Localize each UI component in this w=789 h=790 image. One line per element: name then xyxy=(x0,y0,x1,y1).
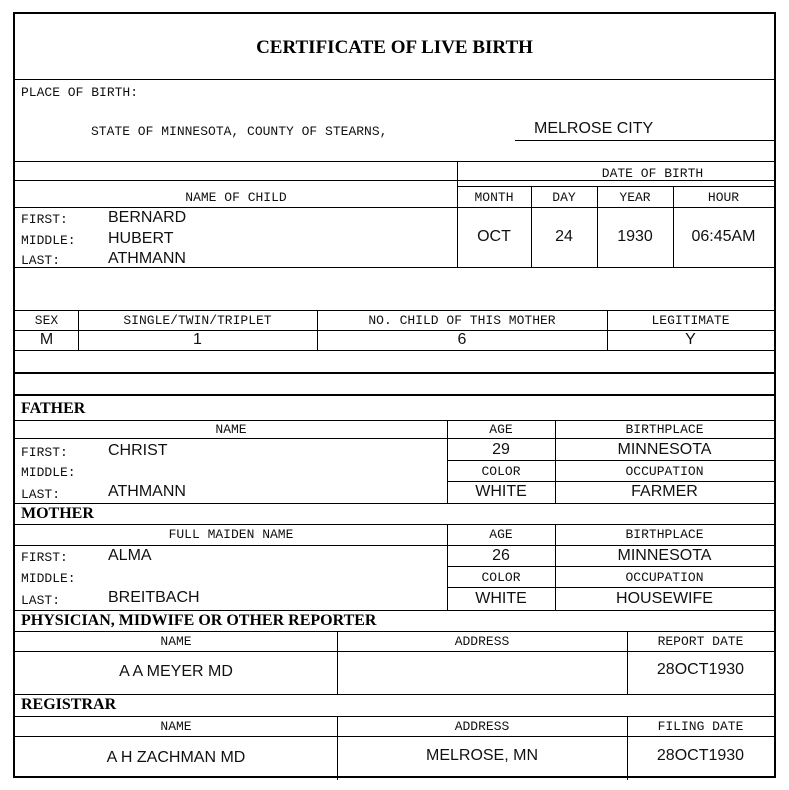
name-of-child-header: NAME OF CHILD xyxy=(185,190,287,205)
filing-date-header: FILING DATE xyxy=(657,719,744,734)
state-county: STATE OF MINNESOTA, COUNTY OF STEARNS, xyxy=(91,124,388,139)
rule xyxy=(15,716,774,717)
birth-city: MELROSE CITY xyxy=(534,120,654,137)
physician-name: A A MEYER MD xyxy=(119,663,233,680)
place-of-birth-label: PLACE OF BIRTH: xyxy=(21,85,139,100)
mother-age: 26 xyxy=(492,547,510,564)
day-header: DAY xyxy=(552,190,576,205)
rule xyxy=(447,460,774,461)
birth-year: 1930 xyxy=(617,228,653,245)
child-number-value: 6 xyxy=(457,331,467,348)
father-name-header: NAME xyxy=(215,422,247,437)
registrar-section-title: REGISTRAR xyxy=(21,696,117,713)
rule xyxy=(15,631,774,632)
report-date: 28OCT1930 xyxy=(656,661,745,678)
birth-day: 24 xyxy=(555,228,573,245)
registrar-address-header: ADDRESS xyxy=(454,719,510,734)
father-last-label: LAST: xyxy=(21,487,61,502)
physician-name-header: NAME xyxy=(160,634,192,649)
certificate-title: CERTIFICATE OF LIVE BIRTH xyxy=(256,37,533,58)
father-occupation: FARMER xyxy=(631,483,698,500)
sex-header: SEX xyxy=(34,313,59,328)
rule xyxy=(15,420,774,421)
rule xyxy=(15,545,774,546)
mother-color: WHITE xyxy=(475,590,527,607)
mother-birthplace-header: BIRTHPLACE xyxy=(625,527,704,542)
father-age: 29 xyxy=(492,441,510,458)
child-first-name: BERNARD xyxy=(108,209,187,226)
rule xyxy=(447,566,774,567)
rule xyxy=(447,587,774,588)
plurality-header: SINGLE/TWIN/TRIPLET xyxy=(123,313,272,328)
date-of-birth-header: DATE OF BIRTH xyxy=(601,166,704,181)
rule xyxy=(457,186,774,187)
child-middle-name: HUBERT xyxy=(108,230,174,247)
rule xyxy=(15,350,774,351)
rule xyxy=(15,438,774,439)
rule xyxy=(457,161,458,267)
father-color-header: COLOR xyxy=(481,464,521,479)
rule xyxy=(15,610,774,611)
rule xyxy=(15,524,774,525)
rule xyxy=(15,310,774,311)
birth-certificate xyxy=(13,12,776,778)
mother-first-label: FIRST: xyxy=(21,550,68,565)
rule xyxy=(15,503,774,504)
father-middle-label: MIDDLE: xyxy=(21,465,76,480)
hour-header: HOUR xyxy=(707,190,740,205)
registrar-address: MELROSE, MN xyxy=(425,747,538,764)
city-underline xyxy=(515,140,774,141)
child-last-name: ATHMANN xyxy=(108,250,186,267)
rule xyxy=(15,372,774,374)
registrar-name-header: NAME xyxy=(160,719,192,734)
child-last-label: LAST: xyxy=(21,253,61,268)
registrar-name: A H ZACHMAN MD xyxy=(106,749,246,766)
mother-occupation-header: OCCUPATION xyxy=(625,570,704,585)
mother-occupation: HOUSEWIFE xyxy=(616,590,713,607)
mother-section-title: MOTHER xyxy=(21,505,94,522)
father-birthplace-header: BIRTHPLACE xyxy=(625,422,704,437)
rule xyxy=(15,651,774,652)
mother-color-header: COLOR xyxy=(481,570,521,585)
father-occupation-header: OCCUPATION xyxy=(625,464,704,479)
father-section-title: FATHER xyxy=(21,400,86,417)
mother-name-header: FULL MAIDEN NAME xyxy=(168,527,294,542)
child-middle-label: MIDDLE: xyxy=(21,233,76,248)
father-age-header: AGE xyxy=(489,422,513,437)
plurality-value: 1 xyxy=(193,331,202,348)
mother-middle-label: MIDDLE: xyxy=(21,571,76,586)
rule xyxy=(15,161,774,162)
rule xyxy=(15,694,774,695)
legitimate-header: LEGITIMATE xyxy=(651,313,730,328)
rule xyxy=(447,481,774,482)
father-last-name: ATHMANN xyxy=(108,483,186,500)
mother-birthplace: MINNESOTA xyxy=(617,547,712,564)
legitimate-value: Y xyxy=(685,331,696,348)
physician-address-header: ADDRESS xyxy=(454,634,510,649)
report-date-header: REPORT DATE xyxy=(657,634,744,649)
mother-first-name: ALMA xyxy=(108,547,152,564)
rule xyxy=(15,394,774,396)
mother-age-header: AGE xyxy=(489,527,513,542)
mother-last-name: BREITBACH xyxy=(108,589,200,606)
child-first-label: FIRST: xyxy=(21,212,68,227)
child-number-header: NO. CHILD OF THIS MOTHER xyxy=(368,313,556,328)
filing-date: 28OCT1930 xyxy=(656,747,745,764)
birth-hour: 06:45AM xyxy=(691,228,756,245)
father-first-label: FIRST: xyxy=(21,445,68,460)
year-header: YEAR xyxy=(619,190,651,205)
father-first-name: CHRIST xyxy=(108,442,168,459)
father-birthplace: MINNESOTA xyxy=(617,441,712,458)
rule xyxy=(15,207,774,208)
rule xyxy=(15,736,774,737)
rule xyxy=(15,79,774,80)
physician-section-title: PHYSICIAN, MIDWIFE OR OTHER REPORTER xyxy=(21,612,377,629)
sex-value: M xyxy=(39,331,54,348)
mother-last-label: LAST: xyxy=(21,593,61,608)
father-color: WHITE xyxy=(475,483,527,500)
birth-month: OCT xyxy=(477,228,511,245)
month-header: MONTH xyxy=(474,190,514,205)
